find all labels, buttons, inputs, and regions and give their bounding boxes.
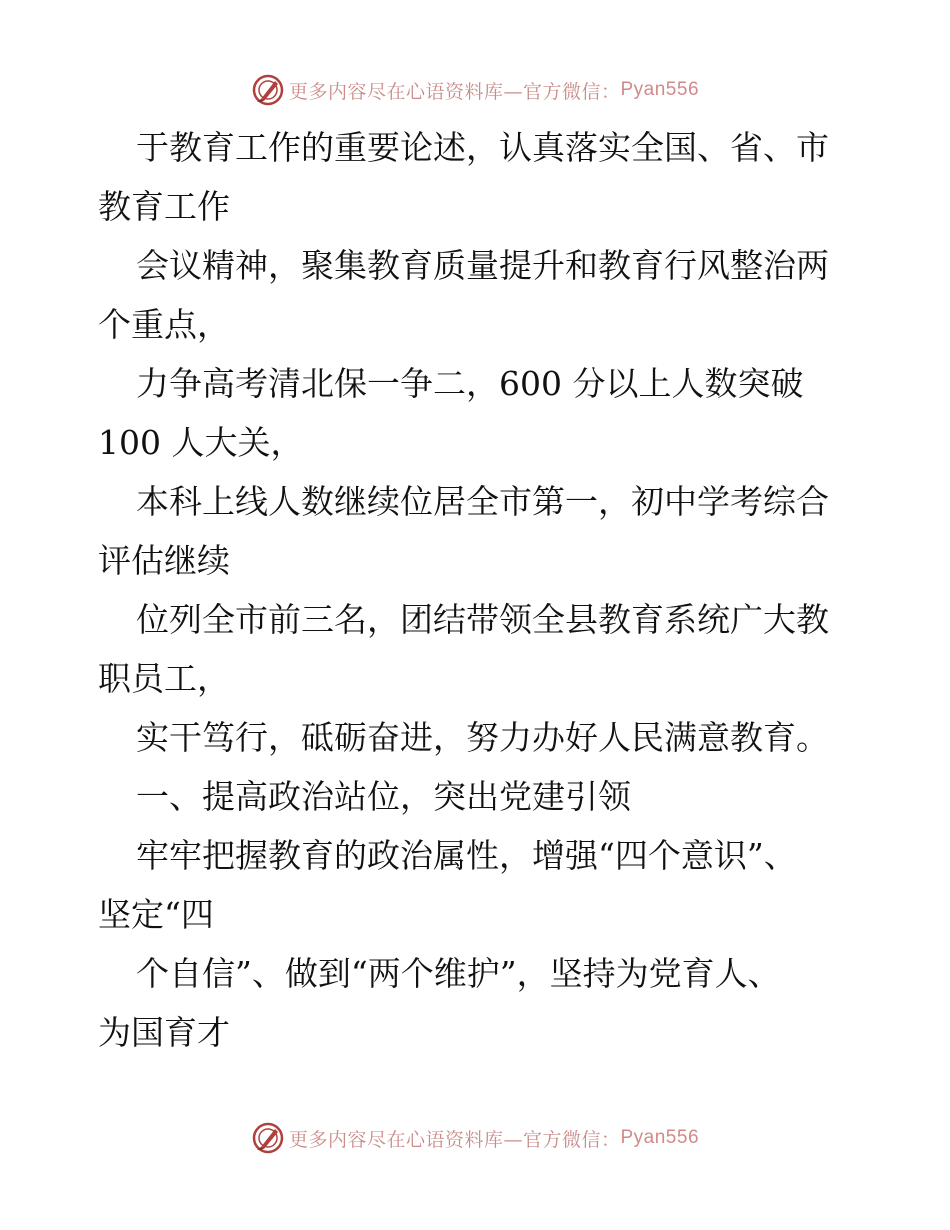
text-line: 教育工作 xyxy=(98,187,230,226)
banner-wechat-id: Pyan556 xyxy=(620,1127,700,1148)
section-heading: 一、提高政治站位，突出党建引领 xyxy=(136,777,631,816)
text-line: 100 人大关， xyxy=(98,423,304,462)
text-line: 职员工， xyxy=(98,659,230,698)
banner-text: 更多内容尽在心语资料库—官方微信： xyxy=(288,80,621,103)
text-line: 个自信”、做到“两个维护”，坚持为党育人、 xyxy=(136,954,781,993)
text-line: 会议精神，聚集教育质量提升和教育行风整治两 xyxy=(136,246,829,285)
page-footer-banner xyxy=(0,1118,950,1158)
pen-logo-icon xyxy=(251,73,285,107)
text-line: 为国育才 xyxy=(98,1013,230,1052)
pen-logo-icon xyxy=(251,1121,285,1155)
text-line: 实干笃行，砥砺奋进，努力办好人民满意教育。 xyxy=(136,718,829,757)
banner-text: 更多内容尽在心语资料库—官方微信： xyxy=(288,1128,621,1151)
banner-wechat-id: Pyan556 xyxy=(620,79,700,100)
document-body xyxy=(98,118,868,1062)
text-line: 牢牢把握教育的政治属性，增强“四个意识”、 xyxy=(136,836,797,875)
text-line: 个重点， xyxy=(98,305,230,344)
text-line: 于教育工作的重要论述，认真落实全国、省、市 xyxy=(136,128,829,167)
text-line: 本科上线人数继续位居全市第一，初中学考综合 xyxy=(136,482,829,521)
text-line: 力争高考清北保一争二，600 分以上人数突破 xyxy=(136,364,804,403)
text-line: 坚定“四 xyxy=(98,895,214,934)
text-line: 位列全市前三名，团结带领全县教育系统广大教 xyxy=(136,600,829,639)
text-line: 评估继续 xyxy=(98,541,230,580)
page-header-banner xyxy=(0,70,950,110)
